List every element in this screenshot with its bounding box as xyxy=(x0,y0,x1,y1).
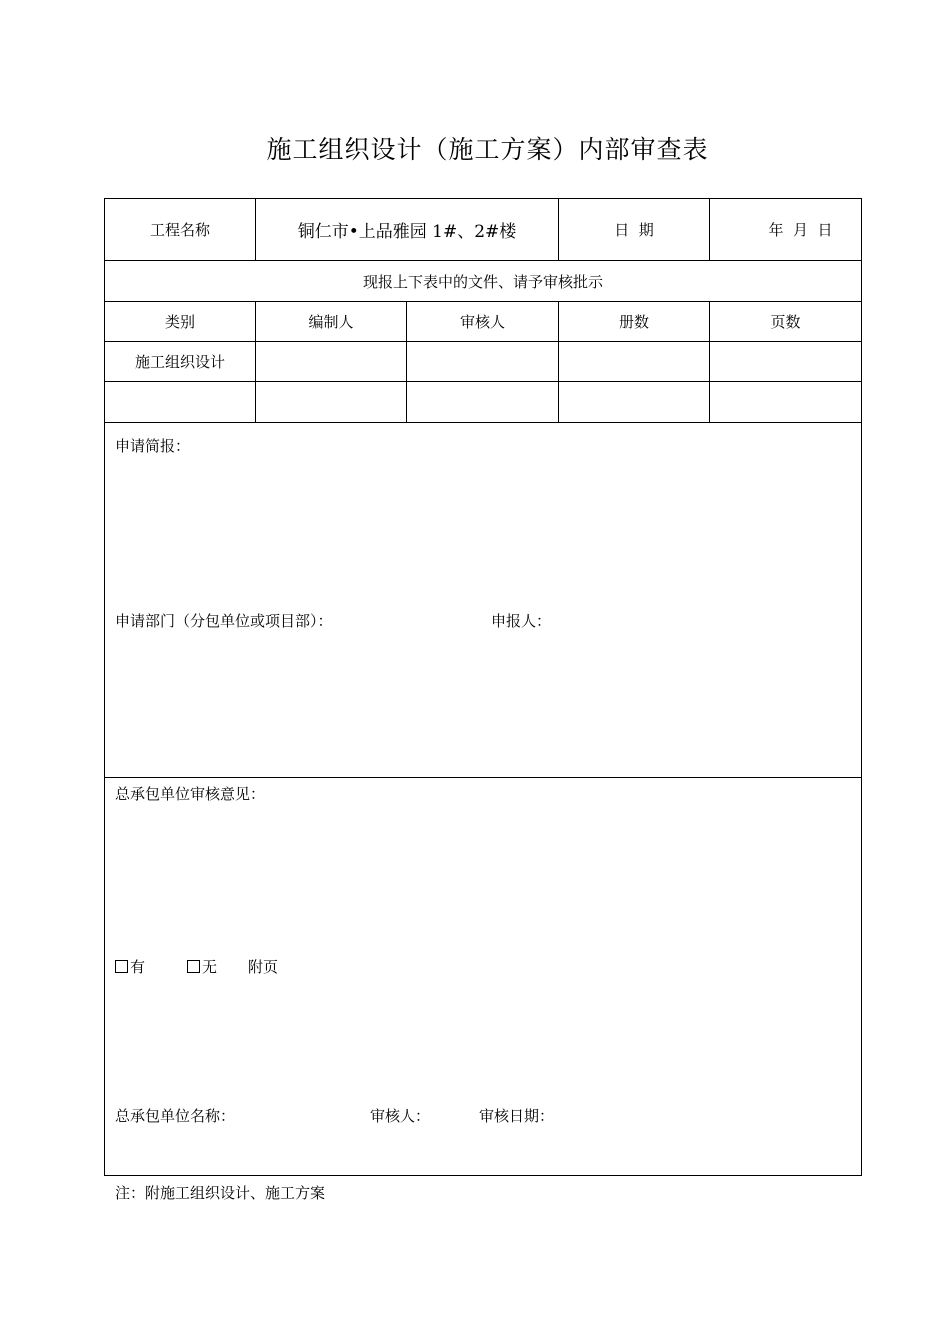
table-cell-volumes[interactable] xyxy=(559,382,710,423)
reporter-label: 申报人： xyxy=(491,612,552,630)
attachment-no-label: 无 xyxy=(202,958,218,976)
reviewer-label: 审核人： xyxy=(370,1107,431,1125)
attachment-label: 附页 xyxy=(248,958,279,976)
column-header-author: 编制人 xyxy=(256,302,407,342)
table-cell-author[interactable] xyxy=(256,382,407,423)
footnote: 注：附施工组织设计、施工方案 xyxy=(115,1184,326,1202)
attachment-no-option[interactable] xyxy=(187,956,217,977)
column-header-volumes: 册数 xyxy=(559,302,710,342)
notice-text: 现报上下表中的文件、请予审核批示 xyxy=(105,261,862,302)
contractor-name-label: 总承包单位名称： xyxy=(115,1107,236,1125)
checkbox-icon[interactable] xyxy=(115,960,128,973)
attachment-yes-option[interactable] xyxy=(115,956,145,977)
review-row xyxy=(105,778,862,1176)
date-value[interactable]: 年 月 日 xyxy=(710,199,862,261)
table-cell-category[interactable]: 施工组织设计 xyxy=(105,342,256,382)
application-department-label: 申请部门（分包单位或项目部）： xyxy=(115,612,333,630)
table-cell-volumes[interactable] xyxy=(559,342,710,382)
table-cell-reviewer[interactable] xyxy=(407,342,559,382)
project-name-value[interactable]: 铜仁市•上品雅园 1#、2#楼 xyxy=(256,199,559,261)
date-label: 日 期 xyxy=(559,199,710,261)
table-cell-author[interactable] xyxy=(256,342,407,382)
header-row xyxy=(105,199,862,261)
attachment-yes-label: 有 xyxy=(130,958,146,976)
notice-row xyxy=(105,261,862,302)
table-cell-reviewer[interactable] xyxy=(407,382,559,423)
application-brief-label: 申请简报： xyxy=(115,437,191,455)
review-section[interactable] xyxy=(105,778,862,1176)
checkbox-icon[interactable] xyxy=(187,960,200,973)
application-row xyxy=(105,423,862,778)
review-date-label: 审核日期： xyxy=(479,1107,555,1125)
table-row xyxy=(105,342,862,382)
application-section[interactable] xyxy=(105,423,862,778)
column-header-category: 类别 xyxy=(105,302,256,342)
table-row xyxy=(105,382,862,423)
review-opinion-label: 总承包单位审核意见： xyxy=(115,785,266,803)
table-cell-pages[interactable] xyxy=(710,382,862,423)
page-title: 施工组织设计（施工方案）内部审查表 xyxy=(266,135,709,164)
column-header-pages: 页数 xyxy=(710,302,862,342)
review-form-table xyxy=(104,198,862,1176)
project-name-label: 工程名称 xyxy=(105,199,256,261)
column-header-reviewer: 审核人 xyxy=(407,302,559,342)
table-cell-pages[interactable] xyxy=(710,342,862,382)
table-cell-category[interactable] xyxy=(105,382,256,423)
column-header-row xyxy=(105,302,862,342)
